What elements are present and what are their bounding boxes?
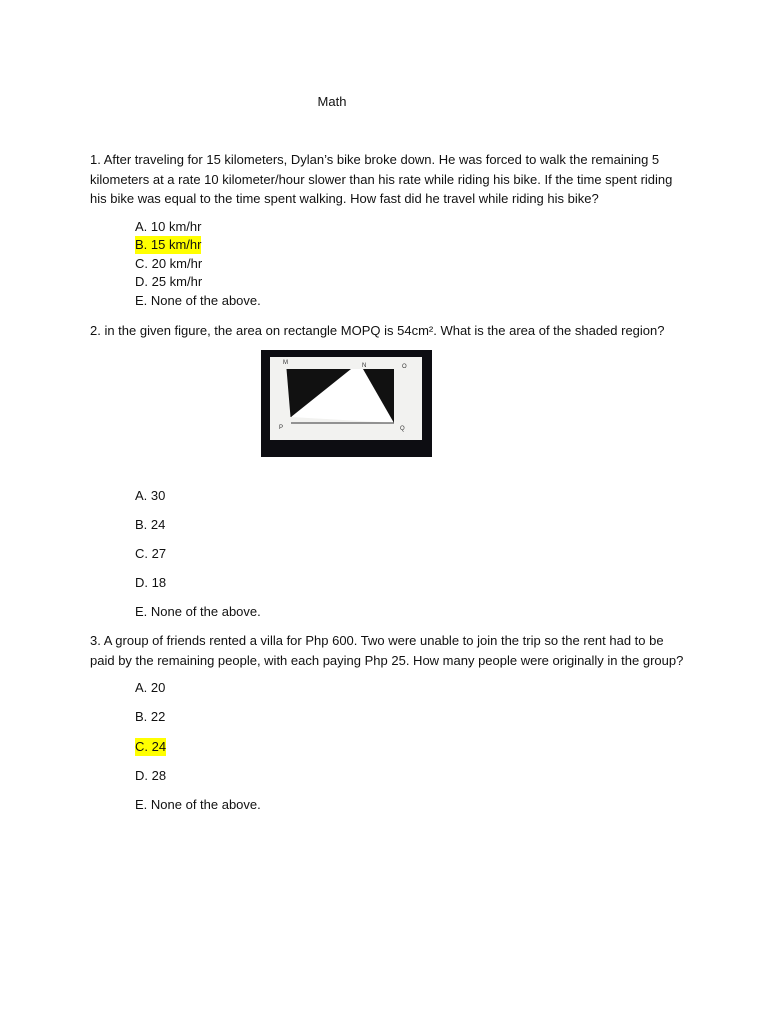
q3-option-a: A. 20	[135, 680, 166, 695]
q2-option-a: A. 30	[135, 488, 166, 503]
page-title: Math	[317, 94, 347, 109]
q2-option-e: E. None of the above.	[135, 604, 261, 619]
q2-option-b: B. 24	[135, 517, 166, 532]
figure-label-q: Q	[400, 426, 405, 432]
question-1-text: 1. After traveling for 15 kilometers, Dylan’s bike broke down. He was forced to walk the remaining 5 kilometers at a rate 10 kilometer/hour slower than his rate while riding his bike. If the time spent riding his bike was equal to the time spent walking. How fast did he travel while riding his bike?	[90, 152, 673, 206]
q1-option-d: D. 25 km/hr	[135, 274, 203, 289]
q1-option-a: A. 10 km/hr	[135, 219, 202, 234]
q3-option-d: D. 28	[135, 768, 167, 783]
q1-option-c: C. 20 km/hr	[135, 256, 203, 271]
figure-label-m: M	[283, 360, 288, 366]
figure-label-n: N	[362, 363, 367, 369]
q1-option-b-highlighted: B. 15 km/hr	[135, 237, 202, 252]
q3-option-c-highlighted: C. 24	[135, 739, 167, 754]
figure-label-p: P	[279, 425, 284, 431]
q1-option-e: E. None of the above.	[135, 293, 261, 308]
q3-option-e: E. None of the above.	[135, 797, 261, 812]
question-2-text: 2. in the given figure, the area on rectangle MOPQ is 54cm². What is the area of the shaded region?	[90, 323, 665, 338]
q3-option-b: B. 22	[135, 709, 166, 724]
figure-label-o: O	[402, 364, 407, 370]
q2-option-d: D. 18	[135, 575, 167, 590]
rectangle-figure-svg	[261, 350, 432, 457]
q2-option-c: C. 27	[135, 546, 167, 561]
question-3-text: 3. A group of friends rented a villa for Php 600. Two were unable to join the trip so the rent had to be paid by the remaining people, with each paying Php 25. How many people were originally in the group?	[90, 633, 684, 668]
rectangle-figure	[261, 350, 432, 457]
